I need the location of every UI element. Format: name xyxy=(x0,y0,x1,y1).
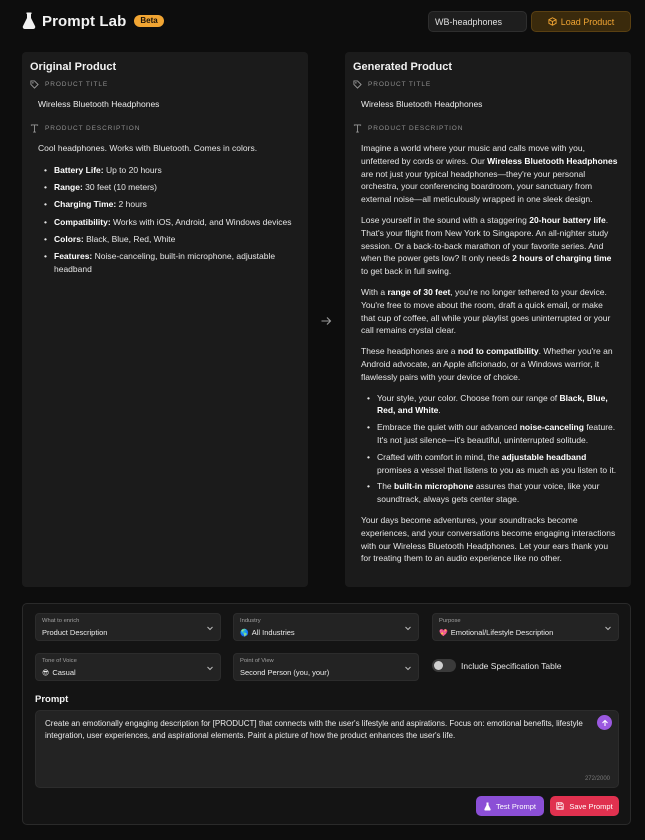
spec-item: • Colors: Black, Blue, Red, White xyxy=(38,233,296,246)
app-title: Prompt Lab xyxy=(42,12,127,30)
original-title-value: Wireless Bluetooth Headphones xyxy=(38,99,160,109)
generated-description xyxy=(361,142,619,573)
spec-item: • Features: Noise-canceling, built-in microphone, adjustable headband xyxy=(38,250,296,276)
gen-paragraph: These headphones are a nod to compatibility. Whether you're an Android advocate, an Apple aficionado, or a Windows warrior, it flawlessly pairs with your device of choice. xyxy=(361,346,613,382)
gen-bullet: • The built-in microphone assures that your voice, like your soundtrack, always gets center stage. xyxy=(361,480,619,506)
generated-title-value: Wireless Bluetooth Headphones xyxy=(361,99,483,109)
test-prompt-label: Test Prompt xyxy=(495,801,536,811)
gen-paragraph: Imagine a world where your music and calls move with you, unfettered by cords or wires. Our Wireless Bluetooth Headphones are not just your typical headphones—they're your personal orchestra, your conferencing boardroom, your sanctuary from external noise—all meticulously wrapped in one sleek design. xyxy=(361,143,618,205)
original-title-label-text: PRODUCT TITLE xyxy=(45,81,109,88)
chevron-down-icon xyxy=(404,624,412,632)
arrow-up-icon xyxy=(601,719,609,727)
generated-desc-label xyxy=(353,124,463,133)
pov-label: Point of View xyxy=(240,658,274,664)
spec-table-label: Include Specification Table xyxy=(461,661,562,671)
spec-item: • Charging Time: 2 hours xyxy=(38,198,296,211)
enrich-value: Product Description xyxy=(42,628,108,637)
save-icon xyxy=(556,802,564,810)
load-product-label: Load Product xyxy=(560,16,615,27)
package-icon xyxy=(548,17,557,26)
flask-icon xyxy=(22,12,36,30)
generated-desc-label-text: PRODUCT DESCRIPTION xyxy=(368,125,464,132)
app-header xyxy=(0,0,645,44)
gen-bullet: • Embrace the quiet with our advanced noise-canceling feature. It's not just silence—it's beautiful, uninterrupted solitude. xyxy=(361,421,619,447)
heart-icon: 💖 xyxy=(439,629,448,637)
spec-item: • Compatibility: Works with iOS, Android, and Windows devices xyxy=(38,216,296,229)
pov-select[interactable] xyxy=(233,653,419,681)
gen-paragraph: Lose yourself in the sound with a staggering 20-hour battery life. That's your flight from New York to Singapore. An all-nighter study session. Or a back-to-back marathon of your favorite series. And when the power gets low? It only needs 2 hours of charging time to get back in full swing. xyxy=(361,214,612,277)
generated-product-panel xyxy=(345,52,631,587)
gen-paragraph: With a range of 30 feet, you're no longer tethered to your device. You're free to move about the room, draft a quick email, or make that cup of coffee, all while your playlist goes uninterrupted or your call remains crystal clear. xyxy=(361,286,611,336)
original-intro: Cool headphones. Works with Bluetooth. Comes in colors. xyxy=(38,143,258,153)
prompt-textarea[interactable] xyxy=(35,710,619,788)
industry-label: Industry xyxy=(240,618,261,624)
send-prompt-button[interactable] xyxy=(597,715,612,730)
toggle-knob xyxy=(434,661,443,670)
brand xyxy=(22,12,164,30)
original-panel-title: Original Product xyxy=(30,61,117,73)
spec-item: • Range: 30 feet (10 meters) xyxy=(38,181,296,194)
tone-label: Tone of Voice xyxy=(42,658,77,664)
purpose-value: 💖 Emotional/Lifestyle Description xyxy=(439,628,554,637)
gen-bullet: • Crafted with comfort in mind, the adjustable headband promises a vessel that listens to you as much as you listen to it. xyxy=(361,451,619,477)
test-prompt-button[interactable] xyxy=(476,796,544,816)
product-id-input[interactable] xyxy=(428,11,527,32)
tone-value: 😎 Casual xyxy=(42,668,76,677)
generated-title-label-text: PRODUCT TITLE xyxy=(368,81,432,88)
chevron-down-icon xyxy=(604,624,612,632)
original-spec-list xyxy=(38,164,296,276)
load-product-button[interactable] xyxy=(531,11,631,32)
prompt-heading: Prompt xyxy=(35,694,69,705)
arrow-right-icon xyxy=(320,314,332,326)
spec-item: • Battery Life: Up to 20 hours xyxy=(38,164,296,177)
original-title-label xyxy=(30,80,108,89)
original-desc-label xyxy=(30,124,140,133)
generated-title-label xyxy=(353,80,431,89)
industry-value: 🌎 All Industries xyxy=(240,628,295,637)
tone-select[interactable] xyxy=(35,653,221,681)
industry-select[interactable] xyxy=(233,613,419,641)
text-icon xyxy=(353,124,362,133)
purpose-label: Purpose xyxy=(439,618,461,624)
chevron-down-icon xyxy=(206,664,214,672)
enrich-select[interactable] xyxy=(35,613,221,641)
enrich-label: What to enrich xyxy=(42,618,80,624)
chevron-down-icon xyxy=(206,624,214,632)
pov-value: Second Person (you, your) xyxy=(240,668,330,677)
gen-bullet-list xyxy=(361,392,619,506)
original-description xyxy=(38,142,296,284)
spec-table-toggle[interactable] xyxy=(432,659,456,672)
gen-paragraph: Your days become adventures, your soundtracks become experiences, and your conversations become engaging interactions with our Wireless Bluetooth Headphones. Let your ears thank you for treating them to an audio experience like no other. xyxy=(361,514,616,564)
save-prompt-button[interactable] xyxy=(550,796,619,816)
tag-icon xyxy=(353,80,362,89)
beta-badge: Beta xyxy=(134,15,163,27)
prompt-config-form xyxy=(22,603,631,825)
char-count: 272/2000 xyxy=(584,776,610,782)
original-product-panel xyxy=(22,52,308,587)
sunglasses-icon: 😎 xyxy=(42,669,50,677)
gen-bullet: • Your style, your color. Choose from our range of Black, Blue, Red, and White. xyxy=(361,392,619,418)
save-prompt-label: Save Prompt xyxy=(569,801,613,811)
chevron-down-icon xyxy=(404,664,412,672)
flask-icon xyxy=(484,802,491,811)
tag-icon xyxy=(30,80,39,89)
generated-panel-title: Generated Product xyxy=(353,61,453,73)
text-icon xyxy=(30,124,39,133)
globe-icon: 🌎 xyxy=(240,629,249,637)
prompt-text[interactable]: Create an emotionally engaging description for [PRODUCT] that connects with the user's lifestyle and aspirations. Focus on: emotional benefits, lifestyle integration, user experiences, and aspirational elements. Paint a picture of how the product enhances the user's life. xyxy=(45,719,583,740)
purpose-select[interactable] xyxy=(432,613,619,641)
original-desc-label-text: PRODUCT DESCRIPTION xyxy=(45,125,141,132)
